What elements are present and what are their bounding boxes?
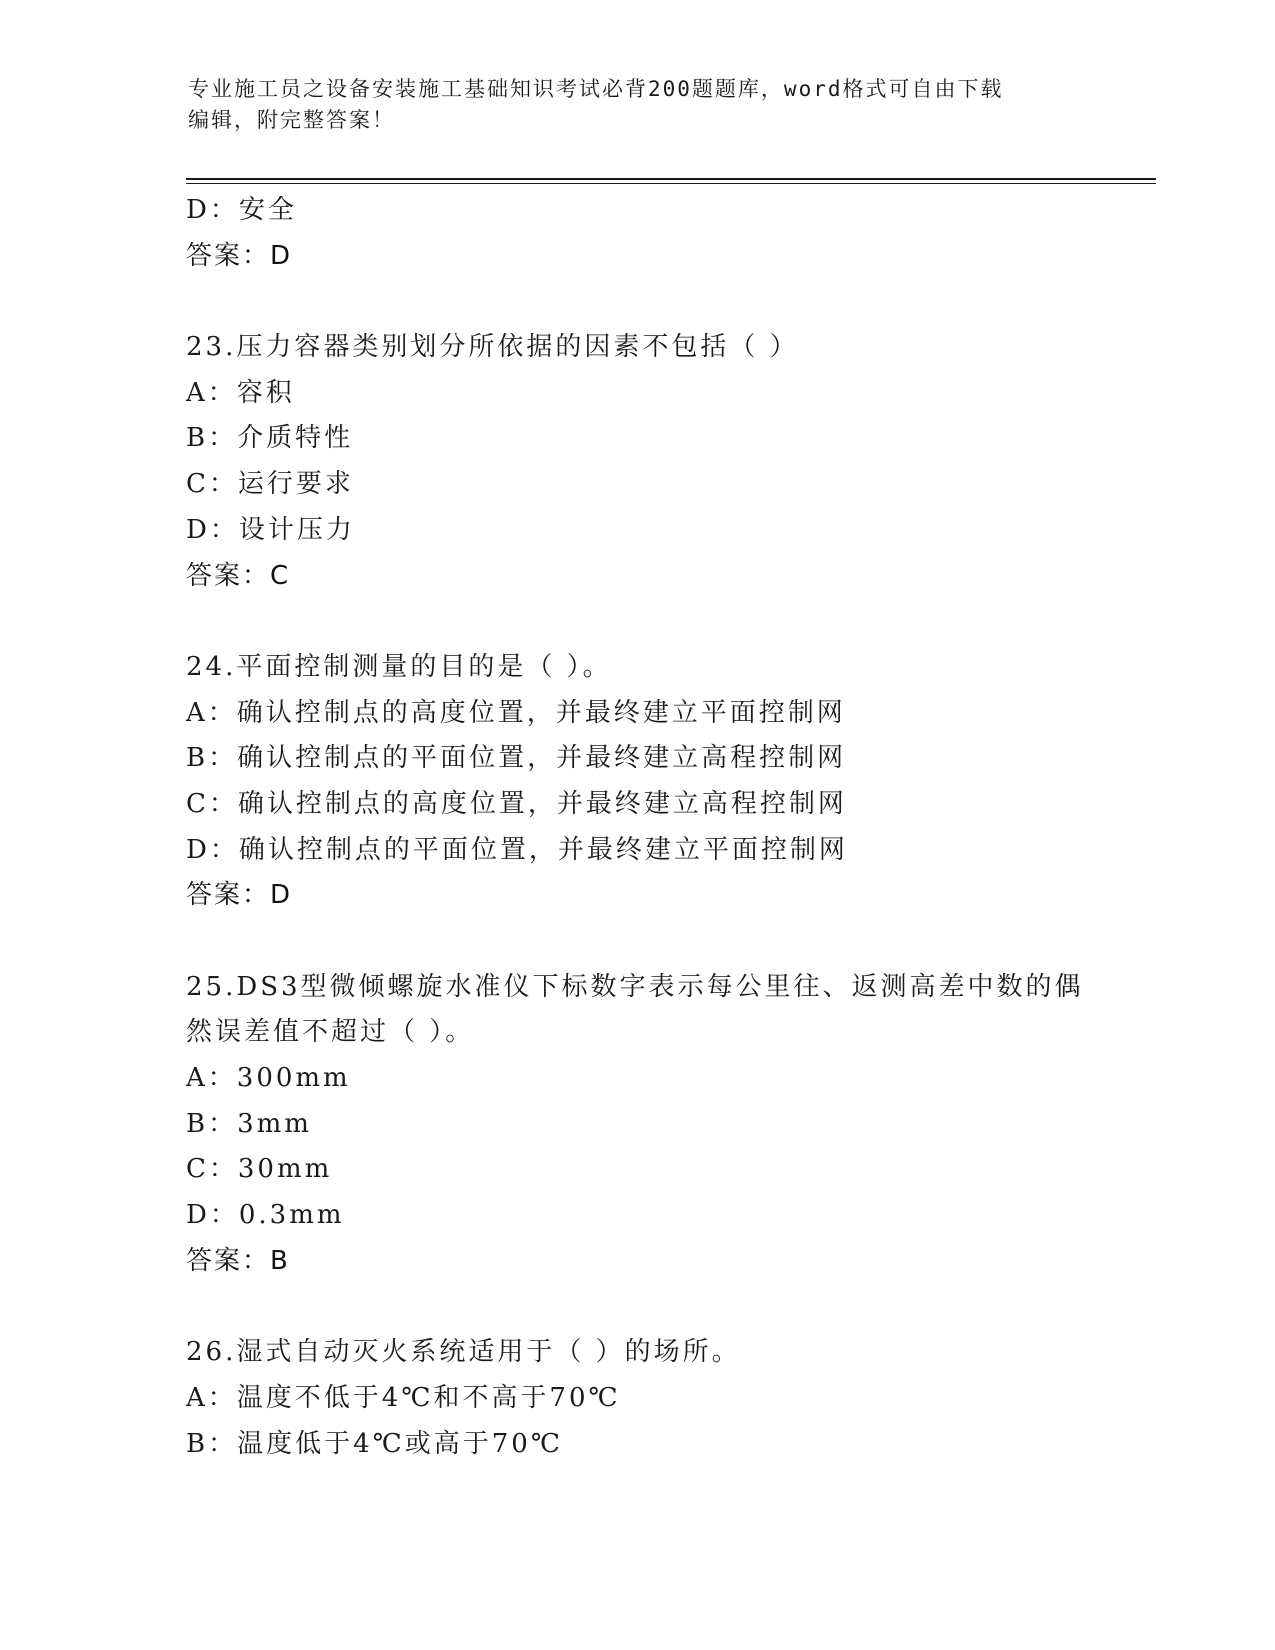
option-a: A：300mm	[186, 1063, 351, 1094]
question-spacer	[186, 1285, 1146, 1331]
question-text: 24.平面控制测量的目的是（ ）。	[186, 651, 612, 682]
question-spacer	[186, 599, 1146, 645]
document-header	[188, 74, 1088, 136]
answer-line: 答案：D	[186, 880, 293, 911]
option-c: C：运行要求	[186, 469, 354, 500]
question-spacer	[186, 279, 1146, 325]
question-text-line-2: 然误差值不超过（ ）。	[186, 1017, 475, 1048]
question-list	[186, 188, 1146, 1467]
option-d: D：确认控制点的平面位置，并最终建立平面控制网	[186, 834, 848, 865]
option-a: A：容积	[186, 377, 295, 408]
option-b: B：温度低于4℃或高于70℃	[186, 1428, 563, 1459]
option-a: A：确认控制点的高度位置，并最终建立平面控制网	[186, 697, 846, 728]
header-divider	[186, 178, 1156, 180]
answer-line: 答案：B	[186, 1245, 290, 1276]
header-title-line-1: 专业施工员之设备安装施工基础知识考试必背200题题库，word格式可自由下载	[188, 77, 1004, 101]
answer-line: 答案：D	[186, 240, 293, 271]
option-b: B：介质特性	[186, 423, 354, 454]
question-text: 23.压力容器类别划分所依据的因素不包括（ ）	[186, 332, 799, 363]
option-b: B：确认控制点的平面位置，并最终建立高程控制网	[186, 743, 847, 774]
header-title-line-2: 编辑，附完整答案！	[188, 108, 395, 132]
header-divider-thin	[186, 183, 1156, 184]
option-c: C：确认控制点的高度位置，并最终建立高程控制网	[186, 788, 847, 819]
question-text-line-1: 25.DS3型微倾螺旋水准仪下标数字表示每公里往、返测高差中数的偶	[186, 971, 1084, 1002]
question-spacer	[186, 919, 1146, 965]
option-b: B：3mm	[186, 1108, 312, 1139]
answer-line: 答案：C	[186, 560, 291, 591]
option-a: A：温度不低于4℃和不高于70℃	[186, 1382, 621, 1413]
question-text: 26.湿式自动灭火系统适用于（ ）的场所。	[186, 1337, 741, 1368]
option-d: D：设计压力	[186, 514, 355, 545]
option-d: D：0.3mm	[186, 1200, 345, 1231]
option-c: C：30mm	[186, 1154, 333, 1185]
option-d: D：安全	[186, 195, 297, 225]
